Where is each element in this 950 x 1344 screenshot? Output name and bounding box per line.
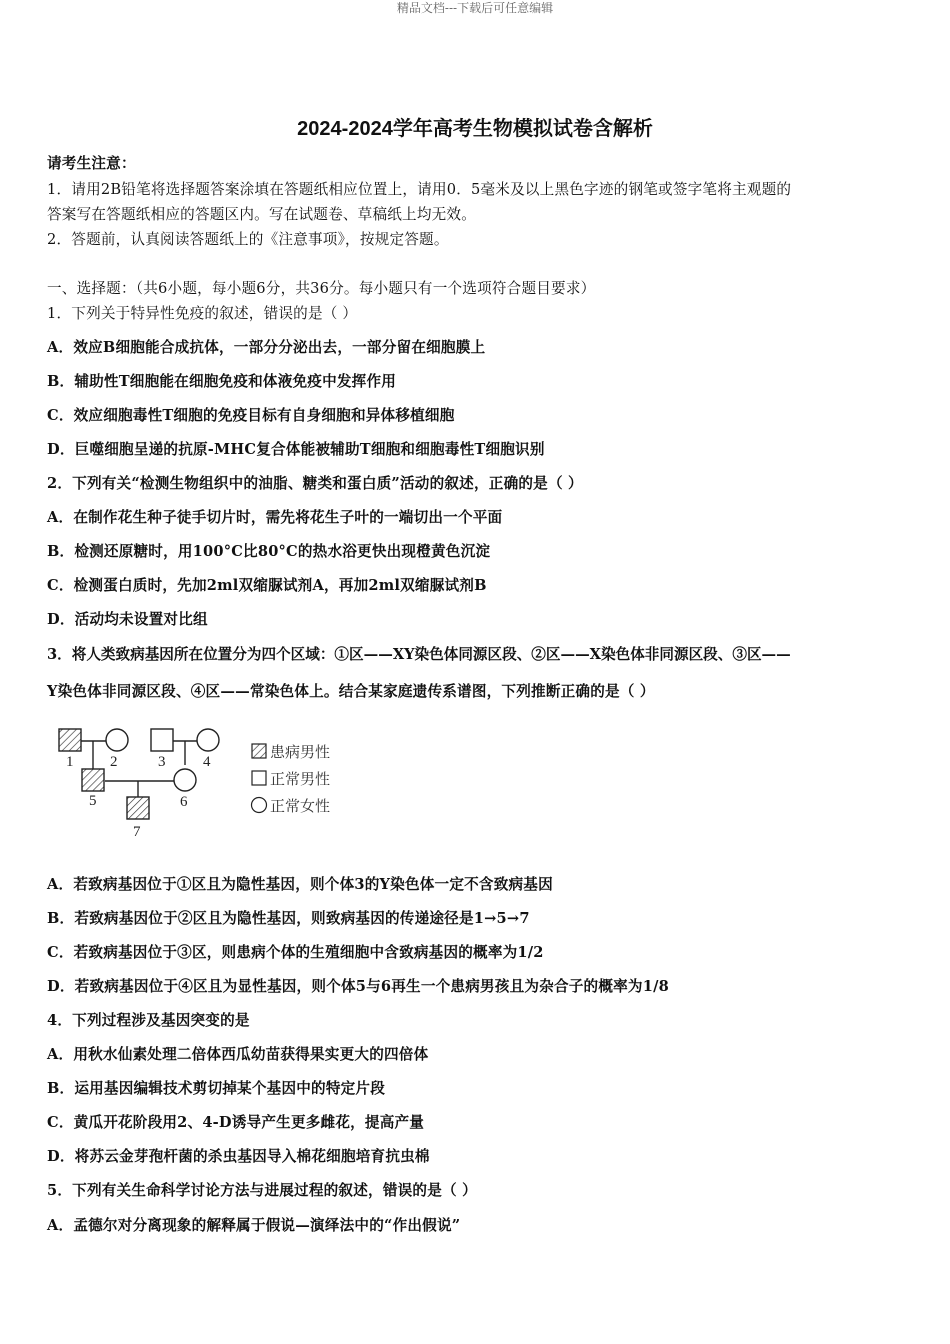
q5-stem: 5．下列有关生命科学讨论方法与进展过程的叙述，错误的是（ ） — [47, 1182, 477, 1199]
q4-option-c: C．黄瓜开花阶段用2、4-D诱导产生更多雌花，提高产量 — [47, 1114, 425, 1131]
q1-stem: 1．下列关于特异性免疫的叙述，错误的是（ ） — [47, 305, 358, 322]
pedigree-number-4: 4 — [203, 754, 211, 770]
q5-option-a: A．孟德尔对分离现象的解释属于假说—演绎法中的“作出假说” — [47, 1217, 461, 1234]
pedigree-number-2: 2 — [110, 754, 118, 770]
pedigree-individual-5 — [82, 769, 104, 791]
q3-stem-line-1: 3．将人类致病基因所在位置分为四个区域：①区——XY染色体同源区段、②区——X染色体非同源区段、③区—— — [47, 646, 791, 663]
legend-normal-female-icon — [252, 798, 267, 813]
notice-line-3: 2．答题前，认真阅读答题纸上的《注意事项》，按规定答题。 — [47, 231, 449, 248]
q2-stem: 2．下列有关“检测生物组织中的油脂、糖类和蛋白质”活动的叙述，正确的是（ ） — [47, 475, 583, 492]
pedigree-chart — [52, 725, 352, 845]
q1-option-c: C．效应细胞毒性T细胞的免疫目标有自身细胞和异体移植细胞 — [47, 407, 455, 424]
pedigree-number-6: 6 — [180, 794, 188, 810]
q3-option-b: B．若致病基因位于②区且为隐性基因，则致病基因的传递途径是1→5→7 — [47, 910, 530, 927]
notice-line-2: 答案写在答题纸相应的答题区内。写在试题卷、草稿纸上均无效。 — [47, 206, 477, 223]
q4-option-b: B．运用基因编辑技术剪切掉某个基因中的特定片段 — [47, 1080, 385, 1097]
q1-option-d: D．巨噬细胞呈递的抗原-MHC复合体能被辅助T细胞和细胞毒性T细胞识别 — [47, 441, 545, 458]
q3-option-c: C．若致病基因位于③区，则患病个体的生殖细胞中含致病基因的概率为1/2 — [47, 944, 544, 961]
pedigree-number-1: 1 — [66, 754, 74, 770]
q3-option-a: A．若致病基因位于①区且为隐性基因，则个体3的Y染色体一定不含致病基因 — [47, 876, 553, 893]
section-heading: 一、选择题：（共6小题，每小题6分，共36分。每小题只有一个选项符合题目要求） — [47, 280, 596, 297]
pedigree-number-7: 7 — [133, 824, 141, 840]
legend-normal-male-icon — [252, 771, 266, 785]
legend-label-affected-male: 患病男性 — [270, 743, 331, 761]
notice-line-1: 1．请用2B铅笔将选择题答案涂填在答题纸相应位置上，请用0．5毫米及以上黑色字迹的钢笔或签字笔将主观题的 — [47, 181, 792, 198]
q3-stem-line-2: Y染色体非同源区段、④区——常染色体上。结合某家庭遗传系谱图，下列推断正确的是（ ） — [47, 683, 655, 700]
q2-option-b: B．检测还原糖时，用100°C比80°C的热水浴更快出现橙黄色沉淀 — [47, 543, 491, 560]
page-title: 2024-2024学年高考生物模拟试卷含解析 — [297, 118, 653, 140]
pedigree-individual-4 — [197, 729, 219, 751]
q4-option-a: A．用秋水仙素处理二倍体西瓜幼苗获得果实更大的四倍体 — [47, 1046, 429, 1063]
q2-option-d: D．活动均未设置对比组 — [47, 611, 208, 628]
pedigree-individual-2 — [106, 729, 128, 751]
q1-option-b: B．辅助性T细胞能在细胞免疫和体液免疫中发挥作用 — [47, 373, 397, 390]
pedigree-individual-1 — [59, 729, 81, 751]
q4-stem: 4．下列过程涉及基因突变的是 — [47, 1012, 250, 1029]
q3-option-d: D．若致病基因位于④区且为显性基因，则个体5与6再生一个患病男孩且为杂合子的概率为1/8 — [47, 978, 669, 995]
legend-affected-male-icon — [252, 744, 266, 758]
header-note: 精品文档---下载后可任意编辑 — [396, 1, 554, 15]
pedigree-number-5: 5 — [89, 793, 97, 809]
legend-label-normal-female: 正常女性 — [270, 797, 331, 815]
pedigree-legend — [252, 743, 331, 815]
q1-option-a: A．效应B细胞能合成抗体，一部分分泌出去，一部分留在细胞膜上 — [47, 339, 486, 356]
q2-option-c: C．检测蛋白质时，先加2ml双缩脲试剂A，再加2ml双缩脲试剂B — [47, 577, 487, 594]
pedigree-number-3: 3 — [158, 754, 166, 770]
legend-label-normal-male: 正常男性 — [270, 770, 331, 788]
q2-option-a: A．在制作花生种子徒手切片时，需先将花生子叶的一端切出一个平面 — [47, 509, 503, 526]
pedigree-individual-7 — [127, 797, 149, 819]
notice-heading: 请考生注意： — [47, 155, 136, 172]
pedigree-individual-3 — [151, 729, 173, 751]
q4-option-d: D．将苏云金芽孢杆菌的杀虫基因导入棉花细胞培育抗虫棉 — [47, 1148, 430, 1165]
pedigree-individual-6 — [174, 769, 196, 791]
